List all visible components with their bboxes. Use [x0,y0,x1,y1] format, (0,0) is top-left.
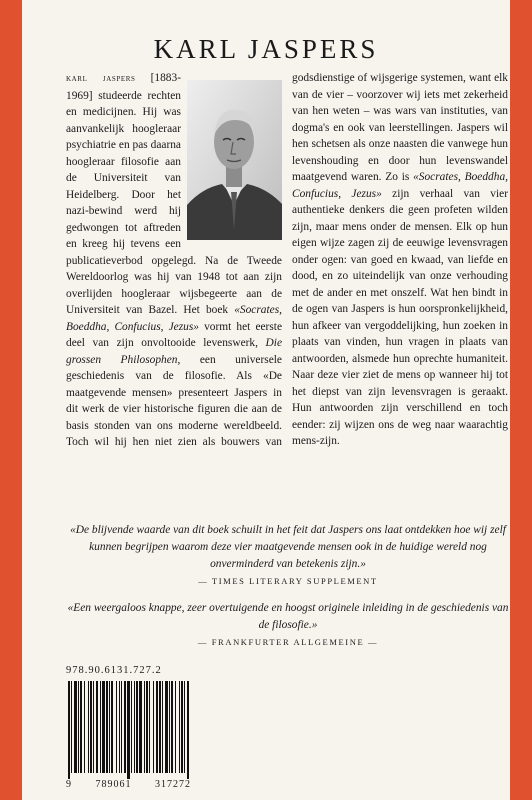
barcode-bar [71,681,72,773]
bio-text-4: zijn verhaal van vier authentieke denkers die geen profeten wilden zijn, maar mens onder de mensen. Elk op hun eigen wijze zagen zij de eeuwige levensvragen onder ogen: van goed en kwaad, van liefde en dood, en zo uiteindelijk van onze verhouding met de ander en met onszelf. Wat hen bindt in de ogen van Jaspers is hun oorspronkelijkheid, hun afkeer van vergoddelijking, hun zoeken in plaats van vinden, hun vragen in plaats van antwoorden, alsmede hun oprechte humaniteit. Naar deze vier ziet de mens op wanneer hij tot het diepst van zijn levensvragen is geraakt. Hun antwoorden zijn verschillend en toch eender: zij wijzen ons de weg naar waarachtig mens-zijn. [292,187,508,447]
barcode-bar [179,681,180,773]
barcode-bar [159,681,161,773]
barcode-bar [149,681,150,773]
barcode-bar [146,681,148,773]
book-title-italic: «Socrates, Boeddha, Confucius, Jezus» [66,304,282,333]
barcode-bar [184,681,185,773]
barcode-bar [78,681,79,773]
cover-page [22,0,510,800]
barcode-bar [153,681,154,773]
quote-text: «Een weergaloos knappe, zeer overtuigende en hoogst originele inleiding in de geschiedenis van de filosofie.» [67,602,509,631]
barcode-bar [68,681,70,779]
quote-text: «De blijvende waarde van dit boek schuilt in het feit dat Jaspers ons laat ontdekken hoe wij zelf kunnen begrijpen waarom deze vier maatgevende mensen ook in de huidige wereld nog onverminderd van betekenis zijn.» [70,524,506,570]
barcode-bar [144,681,145,773]
quote-source: — TIMES LITERARY SUPPLEMENT [198,576,378,586]
barcode-bar [124,681,126,773]
bio-text-3: , een universele geschiedenis van de filosofie. Als «De maatgevende mensen» presenteert Jaspers in dit werk de vier historische figuren die aan de basis stonden van ons moderne wereldbeeld. Toch wil hij hen niet zien als bouwers van godsdienstige of wijsgerige systemen, want elk van de vier – voorzover wij iets met zekerheid van hen weten – was wars van instituties, van dogma's en ook van leerstellingen. Jaspers wil hen schetsen als onze naasten die vanwege hun levenshouding en door hun levenswandel maatgevend waren. Zo is [66,72,508,448]
author-bio-text [66,70,508,510]
barcode-digits [66,779,191,790]
barcode-bar [88,681,89,773]
barcode-bar [106,681,108,773]
barcode-bar [109,681,110,773]
author-portrait [187,80,282,240]
isbn-number: 978.90.6131.727.2 [66,665,162,676]
book-title-italic-2: «Socrates, Boeddha, Confucius, Jezus» [292,171,508,200]
barcode-digit-first: 9 [66,779,72,790]
barcode-bar [121,681,122,773]
barcode-bar [181,681,183,773]
barcode-bar [119,681,120,773]
barcode-bar [116,681,117,773]
barcode-bar [139,681,142,773]
barcode-bar [93,681,94,773]
barcode-bar [134,681,135,773]
barcode-bar [131,681,132,773]
barcode-bar [171,681,173,773]
barcode-bar [169,681,170,773]
barcode-bar [156,681,158,773]
author-title: KARL JASPERS [153,34,379,64]
isbn-barcode [66,681,191,779]
barcode-bar [74,681,77,773]
barcode-bar [127,681,130,779]
bio-text-2: vormt het eerste deel van zijn onvoltooide levenswerk, [66,320,282,349]
barcode-bar [80,681,82,773]
barcode-bar [84,681,85,773]
barcode-bar [100,681,101,773]
barcode-bar [162,681,163,773]
barcode-bar [96,681,98,773]
barcode-bar [90,681,92,773]
author-name-smallcaps: karl jaspers [66,73,136,84]
barcode-bar [136,681,138,773]
work-title-italic: Die grossen Philosophen [66,337,282,366]
bio-text-1: [1883-1969] studeerde rechten en medicijnen. Hij was aanvankelijk hoogleraar psychiatrie en pas daarna hoogleraar filosofie aan de Universiteit van Heidelberg. Door het nazi-bewind werd hij gedwongen tot aftreden en kreeg hij tevens een publicatieverbod opgelegd. Na de Tweede Wereldoorlog was hij van 1948 tot aan zijn overlijden hoogleraar wijsbegeerte aan de Universiteit van Bazel. Het boek [66,72,282,316]
barcode-bar [175,681,176,773]
review-quote-1 [66,522,510,590]
barcode-bar [187,681,189,779]
quote-source: — FRANKFURTER ALLGEMEINE — [197,637,379,647]
barcode-digits-last: 317272 [155,779,191,790]
barcode-bar [111,681,113,773]
review-quote-2 [66,600,510,651]
bio-paragraph [66,70,508,451]
barcode-digits-mid: 789061 [95,779,132,790]
barcode-bar [165,681,168,773]
barcode-bar [102,681,105,773]
